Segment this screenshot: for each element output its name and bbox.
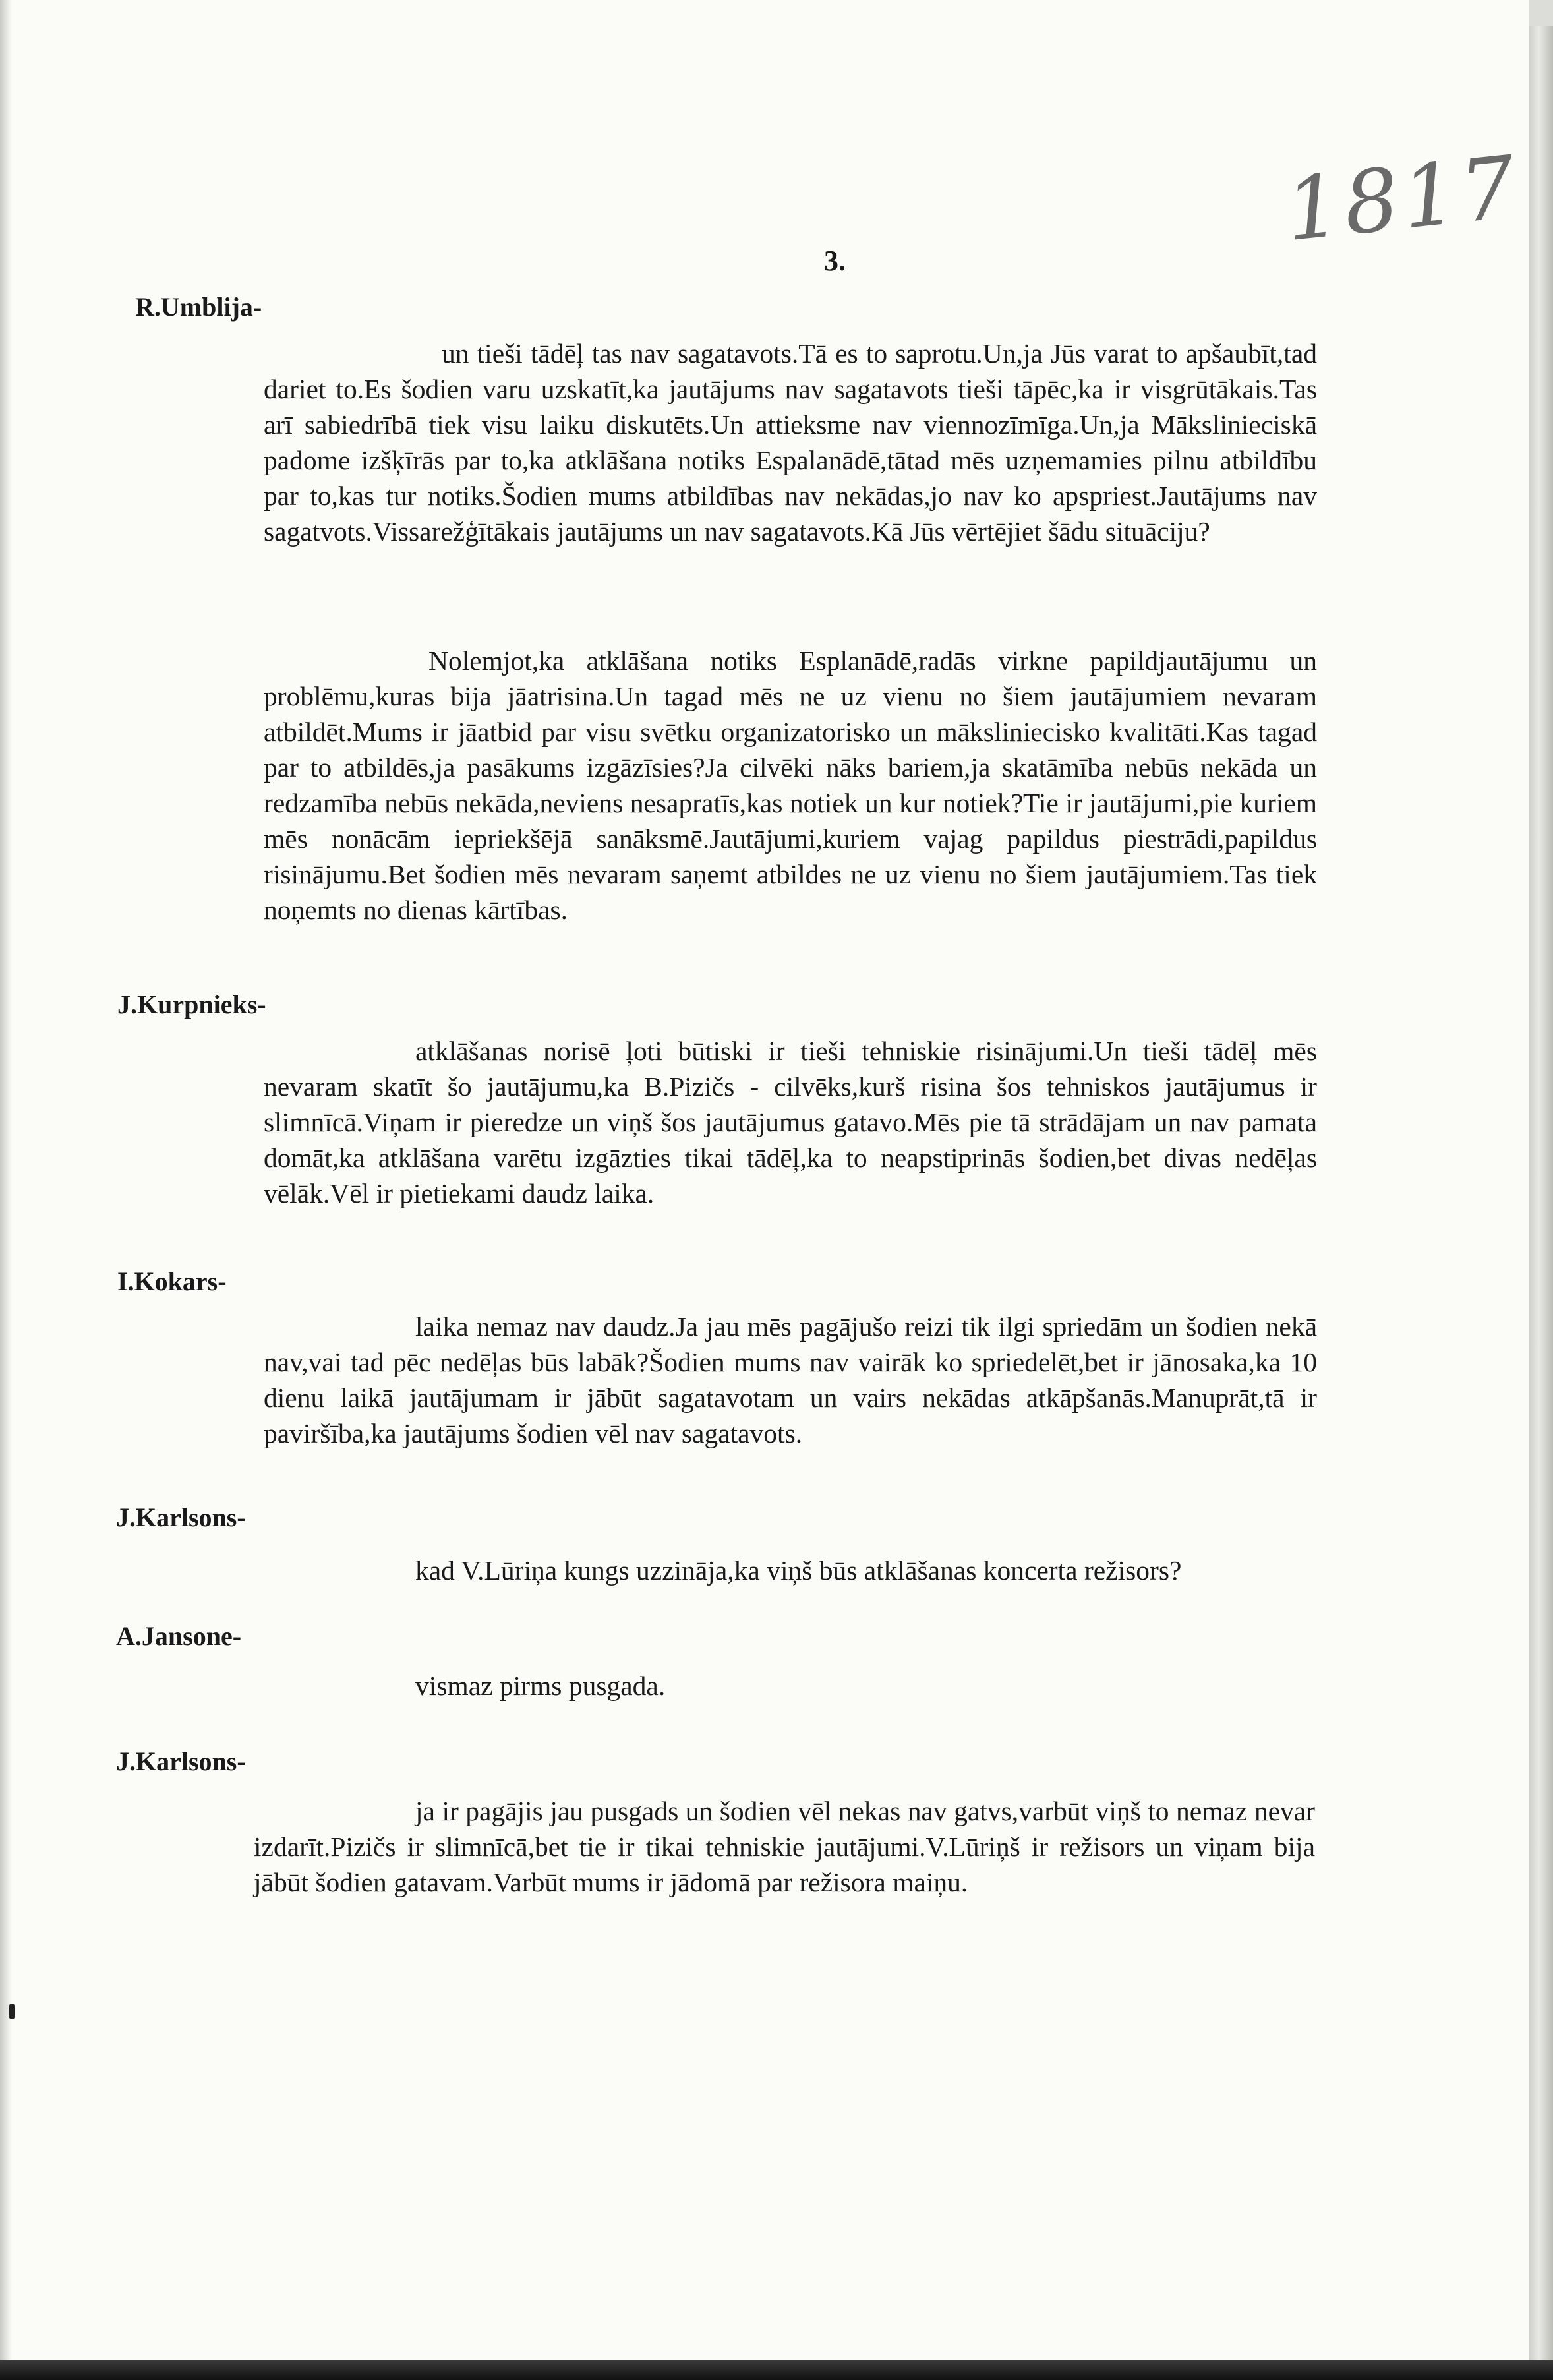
- speech-paragraph-7: ja ir pagājis jau pusgads un šodien vēl nekas nav gatvs,varbūt viņš to nemaz nevar izdarīt.Pizičs ir slimnīcā,bet tie ir tikai tehniskie jautājumi.V.Lūriņš ir režisors un viņam bija jābūt šodien gatavam.Varbūt mums ir jādomā par režisora maiņu.: [254, 1796, 1315, 1897]
- speaker-name: R.Umblija-: [135, 292, 262, 322]
- handwritten-page-mark: 1817: [1281, 136, 1524, 261]
- speech-paragraph-3: atklāšanas norisē ļoti būtiski ir tieši tehniskie risinājumi.Un tieši tādēļ mēs nevaram skatīt šo jautājumu,ka B.Pizičs - cilvēks,kurš risina šos tehniskos jautājumus ir slimnīcā.Viņam ir pieredze un viņš šos jautājumus gatavo.Mēs pie tā strādājam un nav pamata domāt,ka atklāšana varētu izgāzties tikai tādēļ,ka to neapstiprinās šodien,bet divas nedēļas vēlāk.Vēl ir pietiekami daudz laika.: [264, 1036, 1317, 1208]
- speaker-name: J.Kurpnieks-: [117, 990, 266, 1019]
- speech-paragraph-2: Nolemjot,ka atklāšana notiks Esplanādē,radās virkne papildjautājumu un problēmu,kuras bija jāatrisina.Un tagad mēs ne uz vienu no šiem jautājumiem nevaram atbildēt.Mums ir jāatbid par visu svētku organizatorisko un māksliniecisko kvalitāti.Kas tagad par to atbildēs,ja pasākums izgāzīsies?Ja cilvēki nāks bariem,ja skatāmība nebūs nekāda un redzamība nebūs nekāda,neviens nesapratīs,kas notiek un kur notiek?Tie ir jautājumi,pie kuriem mēs nonācām iepriekšējā sanāksmē.Jautājumi,kuriem vajag papildus piestrādi,papildus risinājumu.Bet šodien mēs nevaram saņemt atbildes ne uz vienu no šiem jautājumiem.Tas tiek noņemts no dienas kārtības.: [264, 645, 1317, 925]
- speaker-name: I.Kokars-: [117, 1266, 227, 1296]
- speaker-name: J.Karlsons-: [116, 1746, 246, 1776]
- scan-bottom-edge: [0, 2360, 1553, 2380]
- speech-paragraph-5: kad V.Lūriņa kungs uzzināja,ka viņš būs atklāšanas koncerta režisors?: [415, 1555, 1182, 1586]
- speech-paragraph-4: laika nemaz nav daudz.Ja jau mēs pagājušo reizi tik ilgi spriedām un šodien nekā nav,vai tad pēc nedēļas būs labāk?Šodien mums nav vairāk ko spriedelēt,bet ir jānosaka,ka 10 dienu laikā jautājumam ir jābūt sagatavotam un vairs nekādas atkāpšanās.Manuprāt,tā ir paviršība,ka jautājums šodien vēl nav sagatavots.: [264, 1311, 1317, 1448]
- binding-mark: [9, 2004, 15, 2019]
- speaker-name: A.Jansone-: [116, 1621, 242, 1651]
- speech-paragraph-6: vismaz pirms pusgada.: [415, 1671, 666, 1701]
- speaker-name: J.Karlsons-: [116, 1502, 246, 1532]
- page-stack-edge: [1529, 26, 1553, 2380]
- speech-paragraph-1: un tieši tādēļ tas nav sagatavots.Tā es to saprotu.Un,ja Jūs varat to apšaubīt,tad dariet to.Es šodien varu uzskatīt,ka jautājums nav sagatavots tieši tāpēc,ka ir visgrūtākais.Tas arī sabiedrībā tiek visu laiku diskutēts.Un attieksme nav viennozīmīga.Un,ja Mākslinieciskā padome izšķīrās par to,ka atklāšana notiks Espalanādē,tātad mēs uzņemamies pilnu atbildību par to,kas tur notiks.Šodien mums atbildības nav nekādas,jo nav ko apspriest.Jautājums nav sagatvots.Vissarežģītākais jautājums un nav sagatavots.Kā Jūs vērtējiet šādu situāciju?: [264, 338, 1317, 547]
- page-number: 3.: [824, 245, 846, 277]
